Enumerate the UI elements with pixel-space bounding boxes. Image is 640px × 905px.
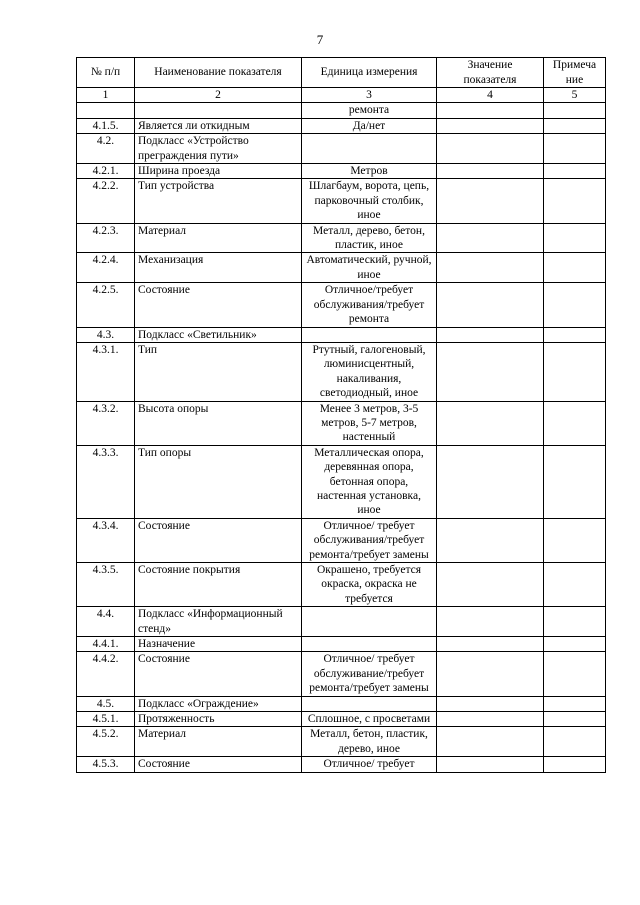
unit-of-measure: Металл, дерево, бетон, пластик, иное	[302, 223, 437, 253]
table-row	[77, 652, 606, 696]
table-row	[77, 103, 606, 118]
header-indicator-name: Наименование показателя	[135, 58, 302, 88]
indicator-value	[437, 164, 544, 179]
indicator-name: Состояние	[135, 652, 302, 696]
header-unit: Единица измерения	[302, 58, 437, 88]
table-header-row	[77, 58, 606, 88]
row-note	[544, 712, 606, 727]
row-note	[544, 118, 606, 133]
indicator-value	[437, 327, 544, 342]
indicator-value	[437, 712, 544, 727]
row-note	[544, 445, 606, 518]
row-number: 4.5.1.	[77, 712, 135, 727]
unit-of-measure: Отличное/требует обслуживания/требует ремонта	[302, 283, 437, 327]
unit-of-measure: Метров	[302, 164, 437, 179]
unit-of-measure: Ртутный, галогеновый, люминисцентный, накаливания, светодиодный, иное	[302, 342, 437, 401]
table-row	[77, 518, 606, 562]
indicator-value	[437, 118, 544, 133]
indicator-value	[437, 652, 544, 696]
unit-of-measure: Отличное/ требует обслуживание/требует ремонта/требует замены	[302, 652, 437, 696]
indicator-name: Состояние	[135, 283, 302, 327]
row-note	[544, 401, 606, 445]
header-value: Значение показателя	[437, 58, 544, 88]
indicator-value	[437, 103, 544, 118]
table-row	[77, 253, 606, 283]
unit-of-measure: Да/нет	[302, 118, 437, 133]
unit-of-measure: Менее 3 метров, 3-5 метров, 5-7 метров, настенный	[302, 401, 437, 445]
indicator-name	[135, 103, 302, 118]
unit-of-measure	[302, 327, 437, 342]
indicator-value	[437, 518, 544, 562]
row-number: 4.2.1.	[77, 164, 135, 179]
row-number: 4.3.2.	[77, 401, 135, 445]
header-note: Примеча ние	[544, 58, 606, 88]
row-note	[544, 342, 606, 401]
unit-of-measure: Сплошное, с просветами	[302, 712, 437, 727]
column-index: 4	[437, 88, 544, 103]
indicator-value	[437, 445, 544, 518]
row-number: 4.4.2.	[77, 652, 135, 696]
row-number: 4.5.2.	[77, 727, 135, 757]
column-index: 2	[135, 88, 302, 103]
row-number: 4.2.	[77, 134, 135, 164]
row-number: 4.3.1.	[77, 342, 135, 401]
column-index: 3	[302, 88, 437, 103]
table-row	[77, 223, 606, 253]
unit-of-measure	[302, 134, 437, 164]
row-note	[544, 607, 606, 637]
indicator-name: Подкласс «Ограждение»	[135, 696, 302, 711]
indicator-value	[437, 637, 544, 652]
indicator-value	[437, 757, 544, 772]
unit-of-measure	[302, 696, 437, 711]
table-body	[77, 103, 606, 772]
unit-of-measure: Автоматический, ручной, иное	[302, 253, 437, 283]
table-row	[77, 712, 606, 727]
indicators-table	[76, 57, 606, 773]
table-row	[77, 342, 606, 401]
row-number: 4.2.2.	[77, 179, 135, 223]
row-note	[544, 179, 606, 223]
indicator-name: Состояние	[135, 518, 302, 562]
table-row	[77, 179, 606, 223]
table-row	[77, 563, 606, 607]
table-row	[77, 757, 606, 772]
row-note	[544, 757, 606, 772]
indicator-name: Протяженность	[135, 712, 302, 727]
row-note	[544, 563, 606, 607]
unit-of-measure: Отличное/ требует обслуживания/требует ремонта/требует замены	[302, 518, 437, 562]
indicator-name: Механизация	[135, 253, 302, 283]
indicator-value	[437, 563, 544, 607]
row-note	[544, 637, 606, 652]
unit-of-measure: Металл, бетон, пластик, дерево, иное	[302, 727, 437, 757]
row-number: 4.1.5.	[77, 118, 135, 133]
row-number: 4.2.3.	[77, 223, 135, 253]
row-number: 4.3.4.	[77, 518, 135, 562]
column-index: 1	[77, 88, 135, 103]
row-note	[544, 253, 606, 283]
column-index: 5	[544, 88, 606, 103]
row-number: 4.4.	[77, 607, 135, 637]
table-row	[77, 727, 606, 757]
unit-of-measure: ремонта	[302, 103, 437, 118]
indicator-value	[437, 607, 544, 637]
row-number	[77, 103, 135, 118]
table-row	[77, 327, 606, 342]
column-index-row	[77, 88, 606, 103]
row-note	[544, 327, 606, 342]
row-note	[544, 518, 606, 562]
indicator-name: Состояние покрытия	[135, 563, 302, 607]
row-number: 4.4.1.	[77, 637, 135, 652]
indicator-name: Является ли откидным	[135, 118, 302, 133]
indicator-name: Материал	[135, 727, 302, 757]
indicator-name: Подкласс «Устройство преграждения пути»	[135, 134, 302, 164]
unit-of-measure	[302, 637, 437, 652]
table-row	[77, 637, 606, 652]
indicator-value	[437, 696, 544, 711]
indicator-name: Тип опоры	[135, 445, 302, 518]
row-note	[544, 164, 606, 179]
indicator-value	[437, 401, 544, 445]
table-row	[77, 696, 606, 711]
row-note	[544, 283, 606, 327]
indicator-value	[437, 253, 544, 283]
row-note	[544, 652, 606, 696]
indicator-value	[437, 283, 544, 327]
table-row	[77, 607, 606, 637]
indicator-name: Состояние	[135, 757, 302, 772]
row-number: 4.3.	[77, 327, 135, 342]
indicator-name: Подкласс «Информационный стенд»	[135, 607, 302, 637]
unit-of-measure: Металлическая опора, деревянная опора, бетонная опора, настенная установка, иное	[302, 445, 437, 518]
row-number: 4.2.4.	[77, 253, 135, 283]
indicator-value	[437, 727, 544, 757]
unit-of-measure: Отличное/ требует	[302, 757, 437, 772]
unit-of-measure: Окрашено, требуется окраска, окраска не требуется	[302, 563, 437, 607]
table-row	[77, 445, 606, 518]
row-note	[544, 696, 606, 711]
row-note	[544, 103, 606, 118]
indicator-value	[437, 134, 544, 164]
unit-of-measure: Шлагбаум, ворота, цепь, парковочный столбик, иное	[302, 179, 437, 223]
indicator-name: Тип устройства	[135, 179, 302, 223]
row-note	[544, 223, 606, 253]
table-row	[77, 134, 606, 164]
indicator-name: Подкласс «Светильник»	[135, 327, 302, 342]
row-note	[544, 727, 606, 757]
header-number: № п/п	[77, 58, 135, 88]
table-row	[77, 283, 606, 327]
indicator-value	[437, 223, 544, 253]
page-number: 7	[316, 32, 324, 47]
table-row	[77, 401, 606, 445]
indicator-name: Материал	[135, 223, 302, 253]
indicator-value	[437, 342, 544, 401]
unit-of-measure	[302, 607, 437, 637]
row-number: 4.3.5.	[77, 563, 135, 607]
table-row	[77, 118, 606, 133]
indicator-name: Тип	[135, 342, 302, 401]
row-number: 4.3.3.	[77, 445, 135, 518]
row-note	[544, 134, 606, 164]
indicator-name: Ширина проезда	[135, 164, 302, 179]
indicator-value	[437, 179, 544, 223]
row-number: 4.5.	[77, 696, 135, 711]
row-number: 4.5.3.	[77, 757, 135, 772]
indicator-name: Высота опоры	[135, 401, 302, 445]
row-number: 4.2.5.	[77, 283, 135, 327]
table-row	[77, 164, 606, 179]
indicator-name: Назначение	[135, 637, 302, 652]
